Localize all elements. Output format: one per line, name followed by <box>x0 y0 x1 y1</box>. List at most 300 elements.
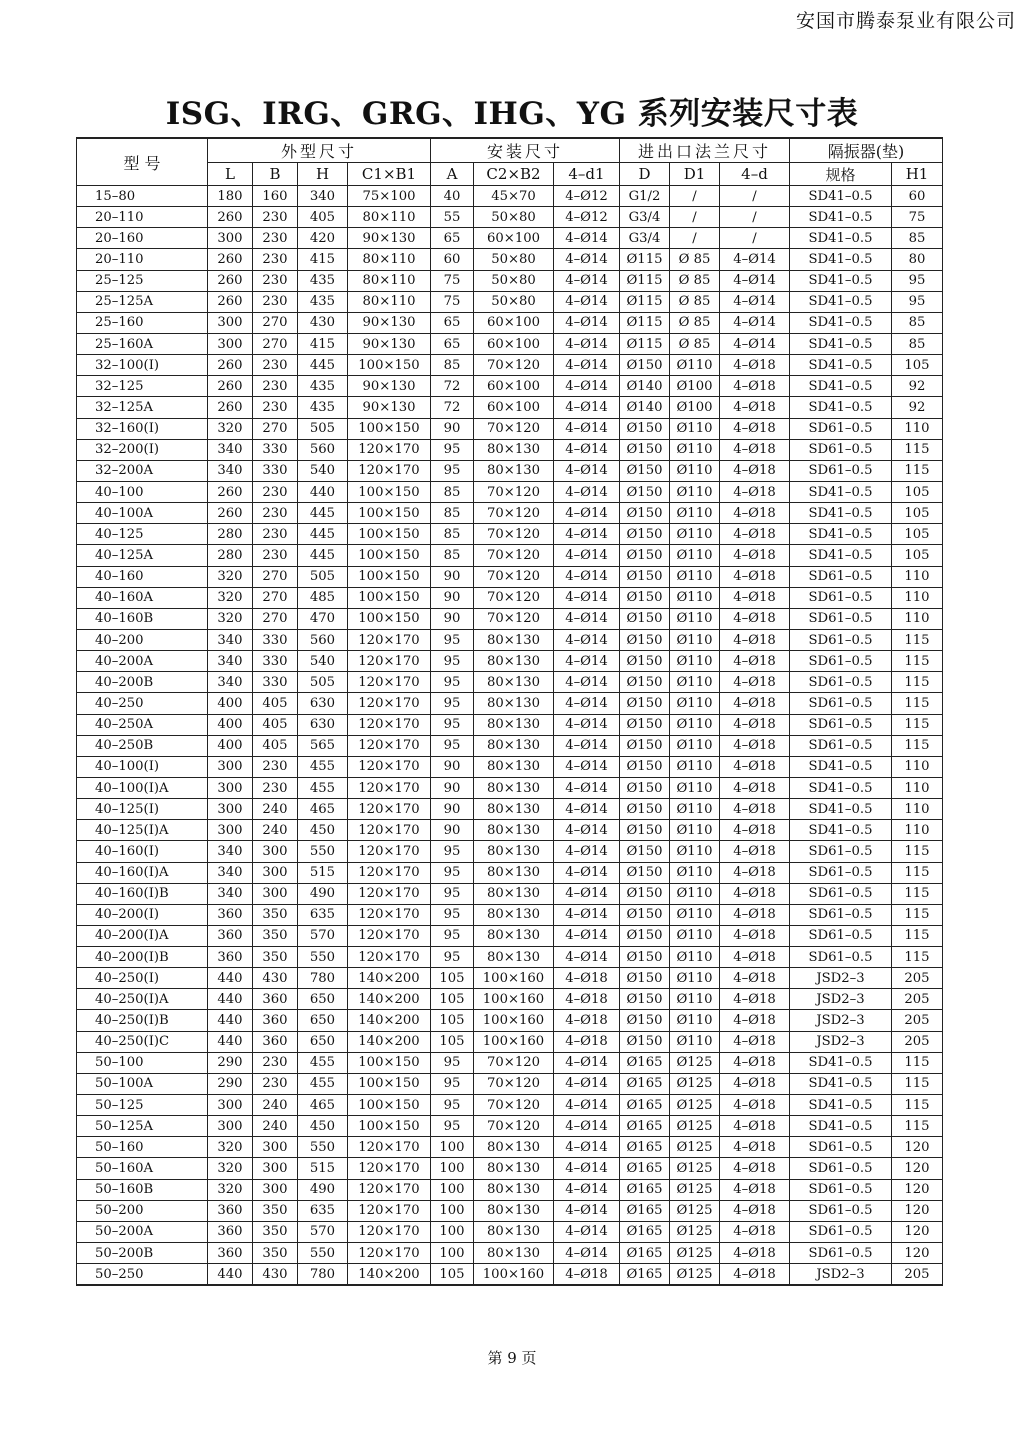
table-cell: Ø125 <box>670 1264 720 1286</box>
table-cell: 90 <box>431 418 474 439</box>
model-cell: 50–160B <box>77 1179 208 1200</box>
table-cell: Ø110 <box>670 735 720 756</box>
table-cell: Ø 85 <box>670 312 720 333</box>
table-cell: 120 <box>892 1137 943 1158</box>
table-cell: 4–Ø18 <box>720 862 790 883</box>
table-cell: 230 <box>253 397 298 418</box>
table-cell: Ø 85 <box>670 333 720 354</box>
table-cell: 95 <box>431 904 474 925</box>
table-cell: 105 <box>431 968 474 989</box>
model-cell: 25–125 <box>77 270 208 291</box>
table-cell: SD41–0.5 <box>790 186 892 207</box>
table-cell: 360 <box>208 925 253 946</box>
table-cell: 80×130 <box>474 1158 554 1179</box>
table-cell: 230 <box>253 291 298 312</box>
model-cell: 40–125A <box>77 545 208 566</box>
table-cell: 4–Ø14 <box>554 1158 620 1179</box>
table-cell: Ø110 <box>670 1010 720 1031</box>
page-number: 第 9 页 <box>487 1349 537 1367</box>
table-cell: 490 <box>298 1179 348 1200</box>
table-cell: 4–Ø14 <box>554 883 620 904</box>
table-cell: SD61–0.5 <box>790 925 892 946</box>
table-cell: 90×130 <box>348 376 431 397</box>
model-cell: 25–125A <box>77 291 208 312</box>
table-cell: 4–Ø14 <box>554 1095 620 1116</box>
table-cell: 120×170 <box>348 672 431 693</box>
table-cell: 95 <box>431 460 474 481</box>
table-cell: 4–Ø14 <box>554 841 620 862</box>
table-cell: SD61–0.5 <box>790 460 892 481</box>
table-cell: 320 <box>208 608 253 629</box>
table-cell: 465 <box>298 1095 348 1116</box>
col-header-h: H <box>298 163 348 186</box>
table-cell: 100 <box>431 1137 474 1158</box>
table-cell: 100×150 <box>348 1052 431 1073</box>
table-row <box>77 503 943 524</box>
table-cell: 260 <box>208 270 253 291</box>
table-cell: 350 <box>253 925 298 946</box>
isolator-header: 隔振器(垫) <box>790 138 943 163</box>
table-row <box>77 460 943 481</box>
table-cell: SD41–0.5 <box>790 228 892 249</box>
table-cell: 420 <box>298 228 348 249</box>
table-cell: 780 <box>298 968 348 989</box>
table-cell: 4–Ø14 <box>554 1052 620 1073</box>
table-row <box>77 904 943 925</box>
table-cell: 330 <box>253 629 298 650</box>
table-cell: 60×100 <box>474 312 554 333</box>
table-cell: 4–Ø18 <box>720 524 790 545</box>
table-cell: 4–Ø18 <box>554 989 620 1010</box>
table-cell: 4–Ø18 <box>554 968 620 989</box>
table-row <box>77 566 943 587</box>
table-cell: Ø125 <box>670 1221 720 1242</box>
table-cell: 60×100 <box>474 228 554 249</box>
table-cell: 230 <box>253 207 298 228</box>
table-cell: SD61–0.5 <box>790 841 892 862</box>
table-cell: Ø150 <box>620 587 670 608</box>
table-cell: 4–Ø18 <box>720 989 790 1010</box>
table-cell: Ø150 <box>620 418 670 439</box>
table-cell: 4–Ø14 <box>554 524 620 545</box>
table-cell: 80×130 <box>474 1200 554 1221</box>
install-dimension-table <box>76 137 943 1286</box>
table-cell: Ø115 <box>620 291 670 312</box>
table-cell: 80×130 <box>474 1243 554 1264</box>
table-row <box>77 1031 943 1052</box>
table-cell: Ø165 <box>620 1137 670 1158</box>
model-cell: 32–125A <box>77 397 208 418</box>
table-cell: 230 <box>253 376 298 397</box>
table-cell: 230 <box>253 481 298 502</box>
model-cell: 40–250B <box>77 735 208 756</box>
table-cell: 340 <box>208 862 253 883</box>
table-cell: 270 <box>253 566 298 587</box>
table-cell: 115 <box>892 925 943 946</box>
table-cell: 80×130 <box>474 735 554 756</box>
model-cell: 40–250(I)A <box>77 989 208 1010</box>
table-cell: 80×110 <box>348 249 431 270</box>
table-row <box>77 1137 943 1158</box>
table-cell: 4–Ø18 <box>554 1264 620 1286</box>
table-cell: 85 <box>431 503 474 524</box>
table-cell: 95 <box>431 651 474 672</box>
table-cell: 160 <box>253 186 298 207</box>
table-cell: 95 <box>431 947 474 968</box>
table-cell: 550 <box>298 1243 348 1264</box>
table-cell: 505 <box>298 418 348 439</box>
table-cell: 430 <box>298 312 348 333</box>
table-row <box>77 925 943 946</box>
table-cell: 4–Ø18 <box>720 904 790 925</box>
table-cell: Ø110 <box>670 460 720 481</box>
table-cell: 515 <box>298 862 348 883</box>
table-cell: 110 <box>892 566 943 587</box>
table-cell: 95 <box>431 439 474 460</box>
table-cell: 115 <box>892 651 943 672</box>
table-cell: 780 <box>298 1264 348 1286</box>
table-cell: 100 <box>431 1158 474 1179</box>
table-cell: 4–Ø18 <box>554 1010 620 1031</box>
table-cell: Ø100 <box>670 376 720 397</box>
table-cell: 430 <box>253 1264 298 1286</box>
table-cell: SD61–0.5 <box>790 1221 892 1242</box>
table-cell: 445 <box>298 355 348 376</box>
table-cell: 360 <box>253 989 298 1010</box>
table-cell: Ø150 <box>620 947 670 968</box>
table-cell: 95 <box>431 1116 474 1137</box>
table-cell: Ø165 <box>620 1158 670 1179</box>
table-cell: 100×150 <box>348 545 431 566</box>
table-cell: 300 <box>253 883 298 904</box>
table-cell: Ø115 <box>620 270 670 291</box>
table-cell: 85 <box>431 524 474 545</box>
table-row <box>77 1200 943 1221</box>
table-cell: 120×170 <box>348 1200 431 1221</box>
table-cell: 80×130 <box>474 714 554 735</box>
table-cell: 4–Ø12 <box>554 207 620 228</box>
table-row <box>77 608 943 629</box>
table-cell: SD41–0.5 <box>790 799 892 820</box>
model-cell: 40–250(I) <box>77 968 208 989</box>
table-row <box>77 333 943 354</box>
table-cell: SD41–0.5 <box>790 249 892 270</box>
table-cell: 360 <box>208 1200 253 1221</box>
table-cell: 440 <box>208 989 253 1010</box>
table-cell: 4–Ø18 <box>720 1137 790 1158</box>
table-cell: 430 <box>253 968 298 989</box>
table-cell: 4–Ø14 <box>554 545 620 566</box>
table-cell: 330 <box>253 672 298 693</box>
table-cell: 110 <box>892 820 943 841</box>
model-cell: 32–200(I) <box>77 439 208 460</box>
table-cell: Ø165 <box>620 1200 670 1221</box>
model-cell: 40–250 <box>77 693 208 714</box>
table-cell: 400 <box>208 714 253 735</box>
table-cell: 92 <box>892 397 943 418</box>
table-cell: 120 <box>892 1221 943 1242</box>
table-cell: Ø150 <box>620 608 670 629</box>
table-cell: 80×130 <box>474 841 554 862</box>
table-cell: 90×130 <box>348 333 431 354</box>
table-cell: 635 <box>298 904 348 925</box>
table-cell: 4–Ø18 <box>720 799 790 820</box>
col-header-4d1: 4–d1 <box>554 163 620 186</box>
table-row <box>77 355 943 376</box>
model-cell: 50–200 <box>77 1200 208 1221</box>
table-cell: 60×100 <box>474 376 554 397</box>
table-row <box>77 799 943 820</box>
table-row <box>77 1116 943 1137</box>
table-cell: Ø125 <box>670 1137 720 1158</box>
table-cell: 4–Ø14 <box>554 735 620 756</box>
table-cell: Ø110 <box>670 820 720 841</box>
table-cell: 4–Ø14 <box>554 566 620 587</box>
table-cell: 100×150 <box>348 608 431 629</box>
model-cell: 40–160(I)A <box>77 862 208 883</box>
table-cell: / <box>720 186 790 207</box>
table-cell: 4–Ø18 <box>720 1073 790 1094</box>
table-cell: 280 <box>208 524 253 545</box>
table-cell: 330 <box>253 460 298 481</box>
table-cell: 260 <box>208 249 253 270</box>
table-cell: 105 <box>892 355 943 376</box>
table-cell: 100×160 <box>474 1010 554 1031</box>
table-cell: 80×130 <box>474 693 554 714</box>
table-cell: 120×170 <box>348 756 431 777</box>
table-cell: / <box>670 207 720 228</box>
table-cell: 4–Ø14 <box>554 1116 620 1137</box>
table-cell: 4–Ø18 <box>720 841 790 862</box>
table-cell: 80×130 <box>474 460 554 481</box>
model-cell: 40–200 <box>77 629 208 650</box>
table-cell: 105 <box>892 524 943 545</box>
table-cell: Ø140 <box>620 397 670 418</box>
table-cell: 230 <box>253 355 298 376</box>
table-cell: 70×120 <box>474 503 554 524</box>
table-cell: 435 <box>298 270 348 291</box>
col-header-4d: 4–d <box>720 163 790 186</box>
model-cell: 50–125 <box>77 1095 208 1116</box>
col-header-b: B <box>253 163 298 186</box>
table-row <box>77 1221 943 1242</box>
model-cell: 40–125(I) <box>77 799 208 820</box>
table-cell: 435 <box>298 397 348 418</box>
table-cell: Ø165 <box>620 1073 670 1094</box>
table-cell: 280 <box>208 545 253 566</box>
table-cell: 300 <box>208 777 253 798</box>
model-cell: 40–200(I)A <box>77 925 208 946</box>
table-cell: 140×200 <box>348 1031 431 1052</box>
table-cell: Ø110 <box>670 608 720 629</box>
table-cell: 550 <box>298 1137 348 1158</box>
table-row <box>77 862 943 883</box>
table-cell: 70×120 <box>474 1116 554 1137</box>
table-row <box>77 587 943 608</box>
table-cell: 85 <box>431 545 474 566</box>
table-cell: 110 <box>892 756 943 777</box>
table-cell: 350 <box>253 904 298 925</box>
table-cell: 115 <box>892 439 943 460</box>
table-cell: 4–Ø18 <box>720 460 790 481</box>
table-cell: 205 <box>892 1031 943 1052</box>
table-cell: Ø150 <box>620 799 670 820</box>
table-cell: 4–Ø14 <box>554 1221 620 1242</box>
table-cell: 4–Ø14 <box>554 270 620 291</box>
model-cell: 32–125 <box>77 376 208 397</box>
table-cell: 4–Ø18 <box>720 1116 790 1137</box>
table-cell: 70×120 <box>474 355 554 376</box>
table-cell: 4–Ø18 <box>720 629 790 650</box>
table-row <box>77 693 943 714</box>
table-cell: 120×170 <box>348 1179 431 1200</box>
table-cell: Ø110 <box>670 587 720 608</box>
table-cell: 300 <box>253 1179 298 1200</box>
table-cell: Ø150 <box>620 355 670 376</box>
table-row <box>77 312 943 333</box>
page-title: ISG、IRG、GRG、IHG、YG 系列安装尺寸表 <box>165 96 859 132</box>
table-cell: 95 <box>431 862 474 883</box>
table-cell: 4–Ø14 <box>554 376 620 397</box>
table-cell: 80×130 <box>474 777 554 798</box>
table-cell: 260 <box>208 481 253 502</box>
table-cell: Ø150 <box>620 883 670 904</box>
table-cell: 4–Ø14 <box>554 947 620 968</box>
table-cell: Ø110 <box>670 524 720 545</box>
table-cell: 80×130 <box>474 1221 554 1242</box>
table-cell: 4–Ø18 <box>720 481 790 502</box>
model-cell: 32–100(I) <box>77 355 208 376</box>
table-cell: 4–Ø18 <box>720 651 790 672</box>
table-cell: Ø110 <box>670 503 720 524</box>
table-cell: 80×130 <box>474 672 554 693</box>
table-cell: SD41–0.5 <box>790 1073 892 1094</box>
table-row <box>77 1052 943 1073</box>
table-cell: 405 <box>253 714 298 735</box>
table-cell: 50×80 <box>474 291 554 312</box>
table-cell: 70×120 <box>474 1052 554 1073</box>
model-cell: 40–160(I) <box>77 841 208 862</box>
table-cell: SD61–0.5 <box>790 1179 892 1200</box>
table-cell: SD41–0.5 <box>790 333 892 354</box>
install-dimensions-header: 安装尺寸 <box>431 138 620 163</box>
table-cell: 4–Ø18 <box>720 1095 790 1116</box>
table-cell: 635 <box>298 1200 348 1221</box>
table-cell: 85 <box>431 481 474 502</box>
table-cell: 300 <box>253 1158 298 1179</box>
table-cell: 120×170 <box>348 947 431 968</box>
table-cell: 340 <box>208 629 253 650</box>
table-row <box>77 651 943 672</box>
table-cell: 4–Ø18 <box>720 587 790 608</box>
table-cell: Ø125 <box>670 1158 720 1179</box>
table-cell: SD41–0.5 <box>790 756 892 777</box>
table-cell: 120×170 <box>348 735 431 756</box>
table-cell: 120×170 <box>348 629 431 650</box>
table-cell: Ø150 <box>620 651 670 672</box>
table-cell: 72 <box>431 397 474 418</box>
table-cell: Ø125 <box>670 1116 720 1137</box>
table-cell: 100 <box>431 1221 474 1242</box>
table-cell: 80×130 <box>474 904 554 925</box>
table-cell: 270 <box>253 418 298 439</box>
table-row <box>77 947 943 968</box>
table-cell: 300 <box>208 312 253 333</box>
table-cell: SD41–0.5 <box>790 397 892 418</box>
table-cell: SD61–0.5 <box>790 904 892 925</box>
model-cell: 50–160A <box>77 1158 208 1179</box>
table-cell: SD41–0.5 <box>790 291 892 312</box>
table-row <box>77 291 943 312</box>
table-cell: 4–Ø14 <box>554 820 620 841</box>
table-cell: Ø110 <box>670 566 720 587</box>
table-cell: 440 <box>208 1264 253 1286</box>
table-cell: 55 <box>431 207 474 228</box>
table-cell: SD41–0.5 <box>790 820 892 841</box>
table-cell: 4–Ø14 <box>720 249 790 270</box>
table-cell: 4–Ø14 <box>720 312 790 333</box>
table-cell: 4–Ø18 <box>554 1031 620 1052</box>
table-row <box>77 1073 943 1094</box>
table-cell: G1/2 <box>620 186 670 207</box>
table-row <box>77 249 943 270</box>
table-cell: 115 <box>892 904 943 925</box>
table-cell: 110 <box>892 777 943 798</box>
table-cell: 120×170 <box>348 883 431 904</box>
table-cell: 260 <box>208 207 253 228</box>
table-cell: 4–Ø14 <box>554 460 620 481</box>
table-cell: 4–Ø14 <box>720 291 790 312</box>
table-cell: SD41–0.5 <box>790 503 892 524</box>
table-cell: 40 <box>431 186 474 207</box>
table-cell: Ø100 <box>670 397 720 418</box>
table-cell: 80×130 <box>474 1179 554 1200</box>
table-cell: 570 <box>298 1221 348 1242</box>
table-cell: 405 <box>253 735 298 756</box>
table-cell: SD41–0.5 <box>790 376 892 397</box>
model-cell: 40–100(I) <box>77 756 208 777</box>
table-cell: Ø110 <box>670 355 720 376</box>
table-cell: 4–Ø14 <box>554 418 620 439</box>
table-cell: Ø150 <box>620 756 670 777</box>
table-cell: 4–Ø18 <box>720 545 790 566</box>
table-cell: 4–Ø14 <box>554 355 620 376</box>
table-cell: Ø125 <box>670 1243 720 1264</box>
table-cell: 80×110 <box>348 207 431 228</box>
table-cell: 80×130 <box>474 1137 554 1158</box>
table-cell: Ø125 <box>670 1095 720 1116</box>
table-cell: 340 <box>208 841 253 862</box>
table-cell: 120×170 <box>348 1243 431 1264</box>
table-cell: 4–Ø18 <box>720 503 790 524</box>
table-cell: SD61–0.5 <box>790 418 892 439</box>
model-cell: 32–200A <box>77 460 208 481</box>
table-cell: SD61–0.5 <box>790 672 892 693</box>
col-header-l: L <box>208 163 253 186</box>
table-cell: 405 <box>253 693 298 714</box>
table-cell: SD61–0.5 <box>790 1243 892 1264</box>
table-cell: Ø150 <box>620 524 670 545</box>
table-cell: 300 <box>208 756 253 777</box>
table-cell: 100×160 <box>474 968 554 989</box>
table-cell: 70×120 <box>474 481 554 502</box>
table-cell: 120×170 <box>348 799 431 820</box>
table-cell: 300 <box>208 1095 253 1116</box>
table-cell: Ø150 <box>620 503 670 524</box>
table-cell: 290 <box>208 1052 253 1073</box>
table-cell: SD61–0.5 <box>790 862 892 883</box>
table-cell: Ø150 <box>620 841 670 862</box>
